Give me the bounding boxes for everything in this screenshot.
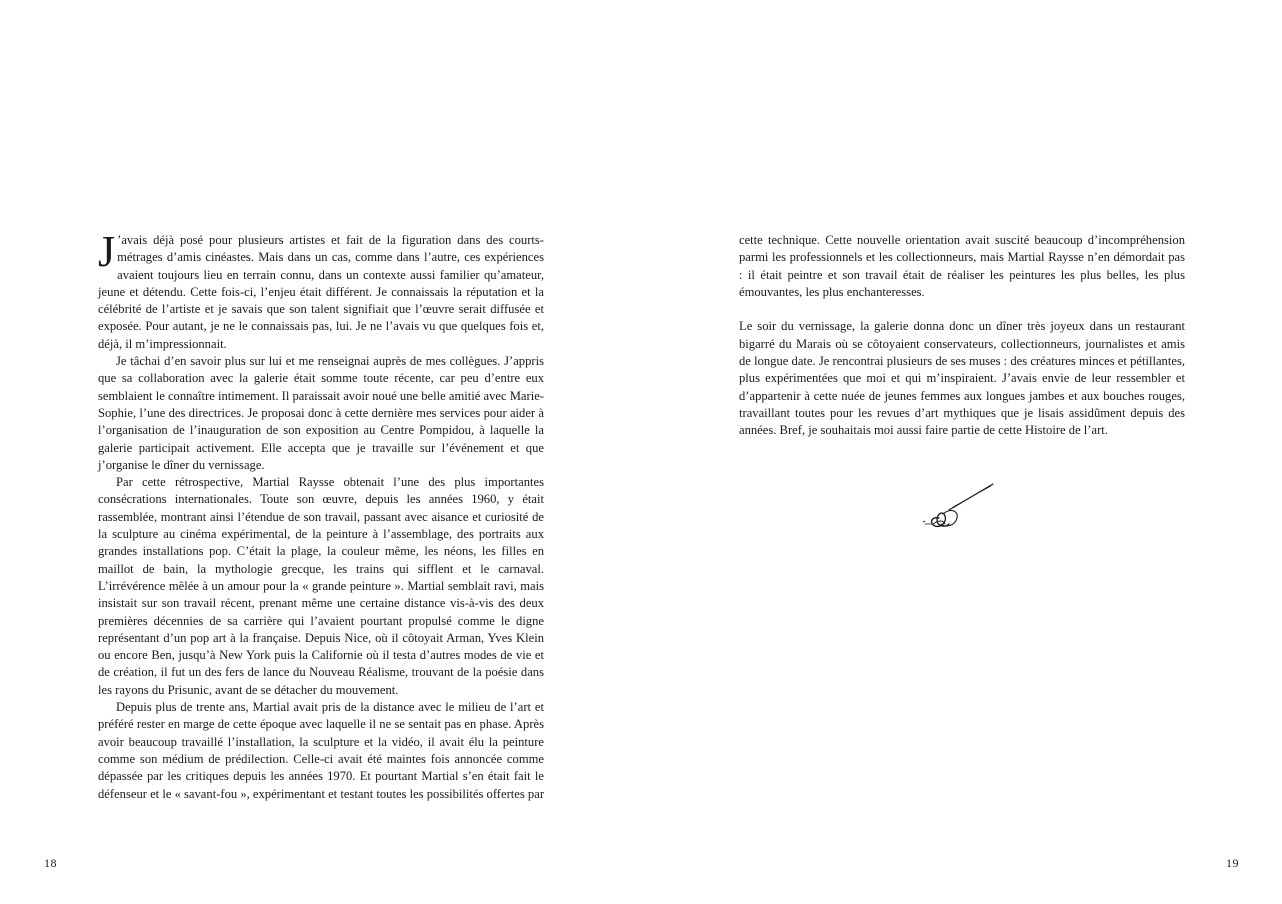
- page-number-left: 18: [44, 856, 57, 870]
- left-page-text: [98, 227, 545, 803]
- drop-cap: J: [98, 227, 116, 276]
- paragraph-2: Je tâchai d’en savoir plus sur lui et me renseignai auprès de mes collègues. J’appris que sa collaboration avec la galerie était somme toute récente, car peu d’entre eux semblaient le connaître intimement. Il paraissait avoir noué une belle amitié avec Marie-Sophie, l’une des directrices. Je proposai donc à cette dernière mes services pour aider à l’organisation de l’inauguration de son exposition au Centre Pompidou, à laquelle la galerie participait activement. Elle accepta que je travaille sur l’événement et que j’organise le dîner du vernissage.: [98, 354, 544, 472]
- paragraph-vernissage: Le soir du vernissage, la galerie donna donc un dîner très joyeux dans un restaurant bigarré du Marais où se côtoyaient conservateurs, collectionneurs, journalistes et amis de longue date. Je rencontrai plusieurs de ses muses : des créatures minces et pétillantes, plus expérimentées que moi et qui m’inspiraient. J’avais envie de leur ressembler et d’appartenir à cette nuée de jeunes femmes aux longues jambes et aux bouches rouges, travaillant toutes pour les revues d’art mythiques que je lisais assidûment depuis des années. Bref, je souhaitais moi aussi faire partie de cette Histoire de l’art.: [739, 319, 1185, 438]
- pen-flourish-icon: [919, 480, 999, 536]
- paragraph-3: Par cette rétrospective, Martial Raysse obtenait l’une des plus importantes consécrations internationales. Toute son œuvre, depuis les années 1960, y était rassemblée, montrant ainsi l’étendue de son travail, passant avec aisance et curiosité de la sculpture au cinéma expérimental, de la peinture à l’assemblage, des portraits aux grandes installations pop. C’était la plage, la couleur même, les néons, les filles en maillot de bain, la mythologie grecque, les trains qui sifflent et le carnaval. L’irrévérence mêlée à un amour pour la « grande peinture ». Martial semblait ravi, mais insistait sur son travail récent, prenant même une certaine distance vis-à-vis des deux premières décennies de sa carrière qui l’avaient pourtant propulsé comme le digne représentant d’un pop art à la française. Depuis Nice, où il côtoyait Arman, Yves Klein ou encore Ben, jusqu’à New York puis la Californie où il testa d’autres modes de vie et de création, il fut un des fers de lance du Nouveau Réalisme, trouvant de la poésie dans les rayons du Prisunic, avant de se détacher du mouvement.: [98, 475, 544, 697]
- right-page: [641, 0, 1282, 904]
- paragraph-1: [98, 227, 544, 353]
- right-page-text: [739, 232, 1185, 440]
- paragraph-continued: cette technique. Cette nouvelle orientation avait suscité beaucoup d’incompréhension parmi les professionnels et les collectionneurs, mais Martial Raysse n’en démordait pas : il était peintre et son travail était de réaliser les peintures les plus belles, les plus émouvantes, les plus enchanteresses.: [739, 233, 1185, 299]
- page-number-right: 19: [1226, 856, 1239, 870]
- paragraph-1-text: ’avais déjà posé pour plusieurs artistes et fait de la figuration dans des courts-métrages d’amis cinéastes. Mais dans un cas, comme dans l’autre, ces expériences avaient toujours lieu en terrain connu, dans un contexte aussi familier qu’amateur, jeune et détendu. Cette fois-ci, l’enjeu était différent. Je connaissais la réputation et la célébrité de l’artiste et je savais que son talent signifiait que l’œuvre serait diffusée et exposée. Pour autant, je ne le connaissais pas, lui. Je ne l’avais vu que quelques fois et, déjà, il m’impressionnait.: [98, 233, 544, 351]
- paragraph-4: Depuis plus de trente ans, Martial avait pris de la distance avec le milieu de l’art et préféré rester en marge de cette époque avec laquelle il ne se sentait pas en phase. Après avoir beaucoup travaillé l’installation, la sculpture et la vidéo, il avait élu la peinture comme son médium de prédilection. Celle-ci avait été maintes fois annoncée comme dépassée par les critiques depuis les années 1970. Et pourtant Martial s’en était fait le défenseur et le « savant-fou », expérimentant et testant toutes les possibilités offertes par: [98, 700, 545, 801]
